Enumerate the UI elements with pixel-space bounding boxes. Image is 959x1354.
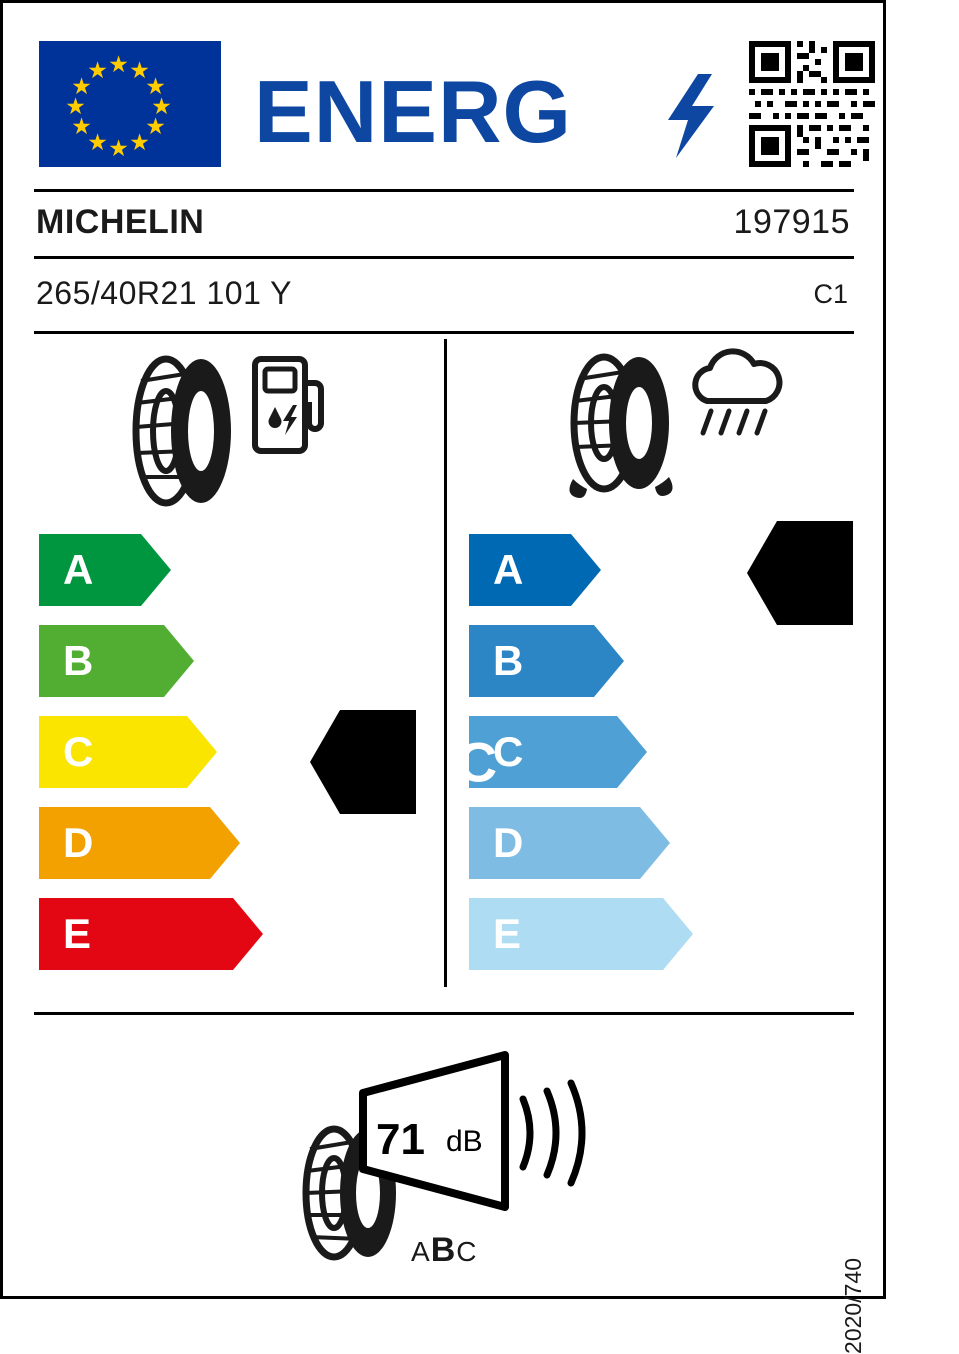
energy-wordmark: ENERG bbox=[254, 62, 572, 161]
divider-2 bbox=[34, 256, 854, 259]
tyre-icon bbox=[121, 351, 246, 511]
grade-letter: B bbox=[63, 637, 94, 684]
result-arrow bbox=[310, 710, 416, 814]
grade-letter: B bbox=[493, 637, 524, 684]
rain-cloud-icon bbox=[681, 353, 786, 453]
grade-letter: E bbox=[63, 910, 92, 957]
wet-grip-result bbox=[747, 521, 935, 625]
result-letter: A bbox=[893, 541, 935, 605]
grade-letter: C bbox=[493, 728, 524, 775]
noise-unit: dB bbox=[446, 1125, 483, 1158]
grade-letter: D bbox=[63, 819, 94, 866]
grade-arrow bbox=[469, 534, 601, 606]
noise-class-c: C bbox=[456, 1236, 478, 1267]
grade-letter: A bbox=[63, 546, 94, 593]
noise-class-a: A bbox=[411, 1236, 431, 1267]
fuel-efficiency-result bbox=[310, 710, 498, 814]
tyre-class: C1 bbox=[813, 279, 848, 309]
lightning-bolt-icon bbox=[664, 74, 716, 158]
divider-3 bbox=[34, 331, 854, 334]
grade-arrow bbox=[39, 534, 171, 606]
grade-letter: E bbox=[493, 910, 522, 957]
qr-code-icon bbox=[749, 41, 875, 167]
noise-class-scale bbox=[411, 1231, 477, 1270]
noise-value: 71 bbox=[376, 1115, 425, 1164]
tyre-code: 197915 bbox=[733, 203, 850, 241]
tyre-icon bbox=[559, 351, 684, 511]
result-letter: C bbox=[456, 730, 498, 794]
divider-1 bbox=[34, 189, 854, 192]
label-header bbox=[39, 36, 853, 176]
regulation-number: 2020/740 bbox=[840, 1258, 866, 1354]
grade-letter: D bbox=[493, 819, 524, 866]
tyre-size: 265/40R21 101 Y bbox=[36, 275, 293, 311]
divider-4 bbox=[34, 1012, 854, 1015]
result-arrow bbox=[747, 521, 853, 625]
fuel-pump-icon bbox=[251, 355, 326, 455]
noise-class-b: B bbox=[430, 1231, 457, 1269]
eu-flag-icon: ★ ★ ★ ★ ★ ★ ★ ★ ★ ★ ★ ★ bbox=[39, 41, 221, 167]
grade-letter: A bbox=[493, 546, 524, 593]
vertical-divider bbox=[444, 339, 447, 987]
grade-letter: C bbox=[63, 728, 94, 775]
sound-waves-icon bbox=[515, 1081, 587, 1185]
brand-name: MICHELIN bbox=[36, 203, 205, 241]
